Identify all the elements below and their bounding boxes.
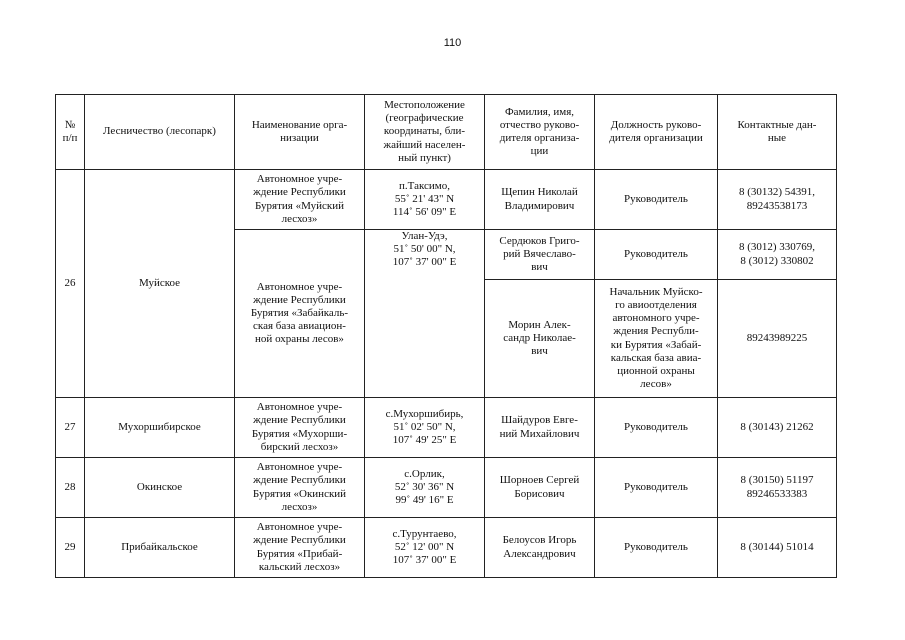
cell-head-name: Морин Алек- сандр Николае- вич — [485, 280, 595, 398]
cell-forestry: Окинское — [85, 458, 235, 518]
cell-location: п.Таксимо, 55˚ 21' 43" N 114˚ 56' 09" E — [365, 170, 485, 230]
table-row — [56, 170, 837, 230]
cell-organization: Автономное учре- ждение Республики Бурятия «Мухорши- бирский лесхоз» — [235, 398, 365, 458]
header-contacts: Контактные дан- ные — [718, 95, 837, 170]
cell-head-name: Сердюков Григо- рий Вячеславо- вич — [485, 230, 595, 280]
cell-head-position: Руководитель — [595, 170, 718, 230]
cell-number: 29 — [56, 518, 85, 578]
header-head-name: Фамилия, имя, отчество руково- дителя организа- ции — [485, 95, 595, 170]
cell-contacts: 8 (30144) 51014 — [718, 518, 837, 578]
cell-forestry: Мухоршибирское — [85, 398, 235, 458]
cell-contacts: 8 (30143) 21262 — [718, 398, 837, 458]
header-location: Местоположение (географические координаты, бли- жайший населен- ный пункт) — [365, 95, 485, 170]
cell-contacts: 8 (3012) 330769, 8 (3012) 330802 — [718, 230, 837, 280]
cell-head-position: Начальник Муйско- го авиоотделения автономного учре- ждения Республи- ки Бурятия «Забай- кальская база авиа- ционной охраны лесов» — [595, 280, 718, 398]
header-row — [56, 95, 837, 170]
cell-number: 27 — [56, 398, 85, 458]
cell-number: 26 — [56, 170, 85, 398]
cell-contacts: 8 (30150) 51197 89246533383 — [718, 458, 837, 518]
cell-head-name: Щепин Николай Владимирович — [485, 170, 595, 230]
cell-contacts: 89243989225 — [718, 280, 837, 398]
cell-head-name: Белоусов Игорь Александрович — [485, 518, 595, 578]
table-row — [56, 458, 837, 518]
header-forestry: Лесничество (лесопарк) — [85, 95, 235, 170]
cell-location: с.Турунтаево, 52˚ 12' 00" N 107˚ 37' 00" E — [365, 518, 485, 578]
header-number: № п/п — [56, 95, 85, 170]
cell-head-position: Руководитель — [595, 458, 718, 518]
cell-organization: Автономное учре- ждение Республики Бурятия «Окинский лесхоз» — [235, 458, 365, 518]
table-row — [56, 518, 837, 578]
cell-location: Улан-Удэ, 51˚ 50' 00" N, 107˚ 37' 00" E — [365, 230, 485, 398]
page-number: 110 — [443, 37, 462, 49]
cell-number: 28 — [56, 458, 85, 518]
cell-contacts: 8 (30132) 54391, 89243538173 — [718, 170, 837, 230]
cell-head-name: Шайдуров Евге- ний Михайлович — [485, 398, 595, 458]
header-organization: Наименование орга- низации — [235, 95, 365, 170]
header-head-position: Должность руково- дителя организации — [595, 95, 718, 170]
cell-head-position: Руководитель — [595, 398, 718, 458]
cell-location: с.Мухоршибирь, 51˚ 02' 50" N, 107˚ 49' 25" E — [365, 398, 485, 458]
forestry-table — [55, 94, 837, 578]
cell-forestry: Муйское — [85, 170, 235, 398]
cell-organization: Автономное учре- ждение Республики Бурятия «Прибай- кальский лесхоз» — [235, 518, 365, 578]
cell-head-position: Руководитель — [595, 230, 718, 280]
cell-organization: Автономное учре- ждение Республики Бурятия «Забайкаль- ская база авиацион- ной охраны лесов» — [235, 230, 365, 398]
cell-forestry: Прибайкальское — [85, 518, 235, 578]
cell-head-name: Шорноев Сергей Борисович — [485, 458, 595, 518]
cell-head-position: Руководитель — [595, 518, 718, 578]
table-row — [56, 398, 837, 458]
cell-location: с.Орлик, 52˚ 30' 36" N 99˚ 49' 16" E — [365, 458, 485, 518]
cell-organization: Автономное учре- ждение Республики Бурятия «Муйский лесхоз» — [235, 170, 365, 230]
